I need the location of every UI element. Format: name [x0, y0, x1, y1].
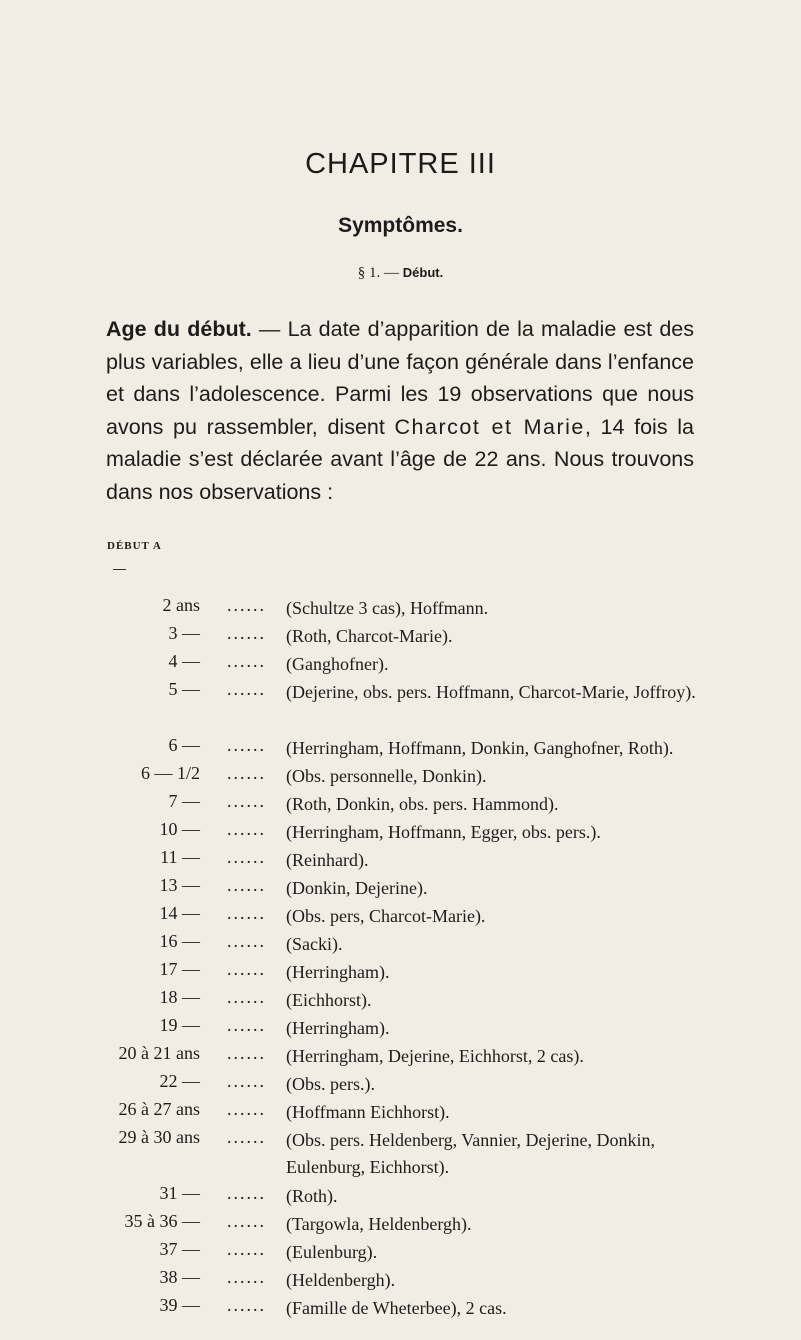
- age-cell: 6 —: [168, 735, 200, 755]
- leader-dots: ......: [227, 987, 266, 1007]
- age-cell: 31 —: [159, 1183, 200, 1203]
- age-cell: 11 —: [160, 847, 200, 867]
- age-cell: 14 —: [159, 903, 200, 923]
- paragraph-number: § 1. —: [357, 265, 400, 281]
- source-cell: (Schultze 3 cas), Hoffmann.: [286, 598, 489, 618]
- source-cell: (Roth, Donkin, obs. pers. Hammond).: [286, 794, 559, 814]
- source-cell: (Famille de Wheterbee), 2 cas.: [286, 1298, 507, 1318]
- leader-dots: ......: [227, 1295, 266, 1315]
- table-row: [0, 1239, 801, 1267]
- age-cell: 10 —: [159, 819, 200, 839]
- age-cell: 35 à 36 —: [124, 1211, 200, 1231]
- source-cell: (Obs. pers.).: [286, 1074, 375, 1094]
- table-row: [0, 847, 801, 875]
- age-cell: 19 —: [159, 1015, 200, 1035]
- table-row: [0, 679, 801, 707]
- leader-dots: ......: [227, 623, 266, 643]
- chapter-heading: CHAPITRE III: [305, 148, 496, 180]
- leader-dots: ......: [227, 679, 266, 699]
- source-cell: (Heldenbergh).: [286, 1270, 396, 1290]
- source-cell: (Sacki).: [286, 934, 343, 954]
- intro-text-2: , 14 fois la maladie s’est déclarée avant l’âge de 22 ans. Nous trouvons dans nos observations :: [106, 414, 694, 504]
- intro-paragraph: [106, 313, 694, 509]
- source-cell: (Herringham).: [286, 1018, 390, 1038]
- leader-dots: ......: [227, 791, 266, 811]
- source-cell: (Roth).: [286, 1186, 338, 1206]
- leader-dots: ......: [227, 1239, 266, 1259]
- table-row: [0, 931, 801, 959]
- source-cell: (Eulenburg).: [286, 1242, 378, 1262]
- table-row: [0, 959, 801, 987]
- age-cell: 29 à 30 ans: [118, 1127, 200, 1147]
- header-rule: [113, 569, 126, 570]
- intro-text-1: — La date d’apparition de la maladie est des plus variables, elle a lieu d’une façon générale dans l’enfance et dans l’adolescence. Parmi les 19 observations que nous avons pu rassembler, disent: [106, 317, 694, 439]
- leader-dots: ......: [227, 1043, 266, 1063]
- age-cell: 39 —: [159, 1295, 200, 1315]
- table-row: [0, 1183, 801, 1211]
- leader-dots: ......: [227, 819, 266, 839]
- table-row: [0, 595, 801, 623]
- age-cell: 13 —: [159, 875, 200, 895]
- leader-dots: ......: [227, 1267, 266, 1287]
- age-cell: 26 à 27 ans: [118, 1099, 200, 1119]
- table-header: DÉBUT A: [107, 540, 162, 552]
- leader-dots: ......: [227, 1015, 266, 1035]
- source-cell: (Herringham, Dejerine, Eichhorst, 2 cas).: [286, 1046, 584, 1066]
- age-cell: 6 — 1/2: [140, 763, 200, 783]
- table-row: [0, 791, 801, 819]
- leader-dots: ......: [227, 1099, 266, 1119]
- age-cell: 22 —: [159, 1071, 200, 1091]
- table-row: [0, 1267, 801, 1295]
- source-cell: (Targowla, Heldenbergh).: [286, 1214, 472, 1234]
- age-cell: 16 —: [159, 931, 200, 951]
- age-cell: 4 —: [168, 651, 200, 671]
- leader-dots: ......: [227, 651, 266, 671]
- leader-dots: ......: [227, 1211, 266, 1231]
- age-cell: 18 —: [159, 987, 200, 1007]
- table-row: [0, 1127, 801, 1177]
- source-cell: (Hoffmann Eichhorst).: [286, 1102, 450, 1122]
- source-cell: (Dejerine, obs. pers. Hoffmann, Charcot-Marie, Joffroy).: [286, 682, 696, 702]
- table-row: [0, 987, 801, 1015]
- table-row: [0, 819, 801, 847]
- leader-dots: ......: [227, 903, 266, 923]
- source-cell: (Herringham, Hoffmann, Donkin, Ganghofner, Roth).: [286, 738, 674, 758]
- table-row: [0, 1015, 801, 1043]
- leader-dots: ......: [227, 595, 266, 615]
- leader-dots: ......: [227, 763, 266, 783]
- leader-dots: ......: [227, 1071, 266, 1091]
- paragraph-heading: [0, 265, 801, 282]
- leader-dots: ......: [227, 1127, 266, 1147]
- table-row: [0, 651, 801, 679]
- source-cell: (Donkin, Dejerine).: [286, 878, 428, 898]
- table-row: [0, 1071, 801, 1099]
- source-cell: (Ganghofner).: [286, 654, 389, 674]
- table-row: [0, 1295, 801, 1323]
- source-cell: (Herringham).: [286, 962, 390, 982]
- age-cell: 2 ans: [162, 595, 200, 615]
- table-row: [0, 735, 801, 763]
- source-cell: (Roth, Charcot-Marie).: [286, 626, 453, 646]
- section-title: Symptômes.: [338, 214, 463, 237]
- leader-dots: ......: [227, 847, 266, 867]
- intro-lead: Age du début.: [106, 317, 252, 341]
- source-cell: (Obs. pers. Heldenberg, Vannier, Dejerine, Donkin, Eulenburg, Eichhorst).: [286, 1130, 656, 1177]
- paragraph-label: Début.: [402, 265, 444, 280]
- leader-dots: ......: [227, 875, 266, 895]
- age-cell: 37 —: [159, 1239, 200, 1259]
- age-cell: 3 —: [168, 623, 200, 643]
- leader-dots: ......: [227, 1183, 266, 1203]
- table-row: [0, 1211, 801, 1239]
- table-row: [0, 1099, 801, 1127]
- leader-dots: ......: [227, 735, 266, 755]
- table-row: [0, 1043, 801, 1071]
- source-cell: (Obs. personnelle, Donkin).: [286, 766, 487, 786]
- intro-authors: Charcot et Marie: [394, 414, 585, 439]
- table-row: [0, 875, 801, 903]
- leader-dots: ......: [227, 959, 266, 979]
- source-cell: (Obs. pers, Charcot-Marie).: [286, 906, 486, 926]
- source-cell: (Eichhorst).: [286, 990, 372, 1010]
- age-cell: 38 —: [159, 1267, 200, 1287]
- table-row: [0, 623, 801, 651]
- source-cell: (Herringham, Hoffmann, Egger, obs. pers.).: [286, 822, 601, 842]
- age-cell: 17 —: [159, 959, 200, 979]
- leader-dots: ......: [227, 931, 266, 951]
- table-row: [0, 763, 801, 791]
- source-cell: (Reinhard).: [286, 850, 369, 870]
- table-row: [0, 903, 801, 931]
- age-cell: 5 —: [168, 679, 200, 699]
- age-cell: 20 à 21 ans: [118, 1043, 200, 1063]
- age-cell: 7 —: [168, 791, 200, 811]
